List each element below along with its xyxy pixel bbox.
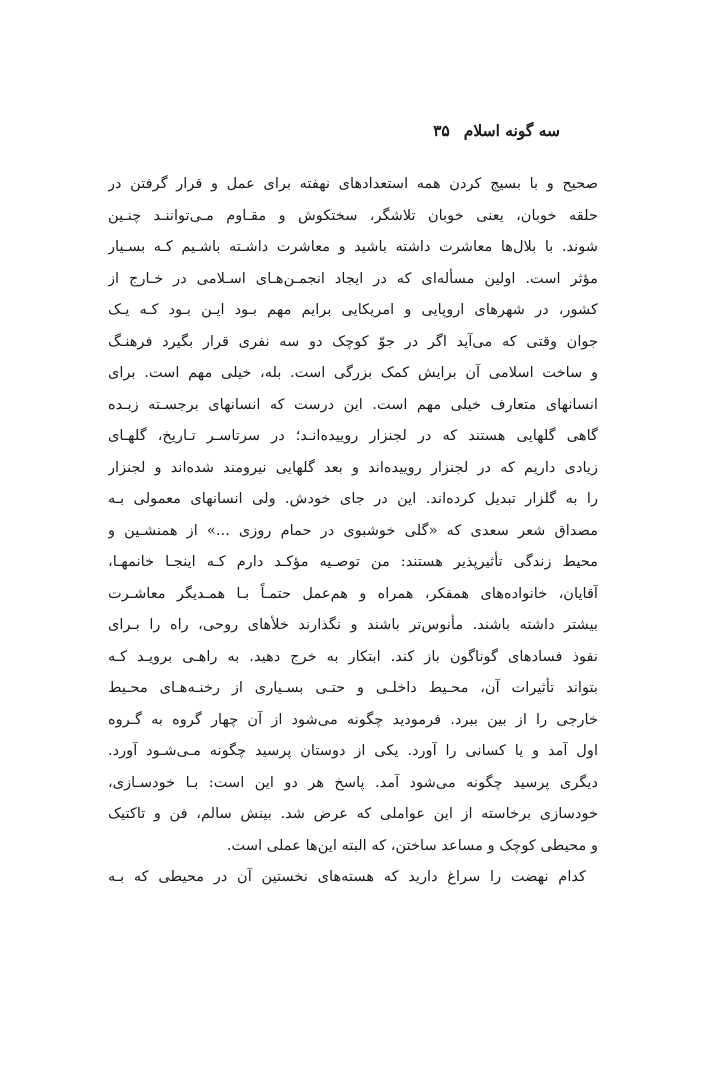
text-line: بتواند تأثیرات آن، محـیط داخلـی و حتـی بسـیاری از رخنـه‌هـای محـیط (108, 679, 598, 696)
text-line: محیط زندگی تأثیرپذیر هستند: من توصـیه مؤکـد دارم کـه اینجـا خانمهـا، (108, 553, 598, 570)
text-line: حلقه خوبان، یعنی خوبان تلاشگر، سختکوش و مقـاوم مـی‌تواننـد چنـین (108, 206, 598, 224)
body-text (108, 168, 598, 893)
text-line: جوان وقتی که می‌آید اگر در جوّ کوچک دو سه نفری قرار بگیرد فرهنـگ (108, 332, 598, 350)
text-line: صحیح و با بسیج کردن همه استعدادهای نهفته برای عمل و قرار گرفتن در (108, 175, 598, 192)
paragraph-end-line: و محیطی کوچک و مساعد ساختن، که البته این‌ها عملی است. (226, 836, 598, 854)
text-line: انسانهای متعارف خیلی مهم است. این درست که انسانهای برجسـته زبـده (108, 395, 598, 413)
text-line: آقایان، خانواده‌های همفکر، همراه و هم‌عمل حتمـاً بـا همـدیگر معاشـرت (108, 584, 598, 602)
text-line: بیشتر داشته باشند. مأنوس‌تر باشند و نگذارند خلأهای روحی، راه را بـرای (108, 616, 598, 633)
text-line: خارجی را از بین ببرد. فرمودید چگونه می‌شود از آن چهار گروه به گـروه (108, 710, 598, 728)
text-line: اول آمد و یا کسانی را آورد. یکی از دوستان پرسید چگونه مـی‌شـود آورد. (108, 742, 598, 759)
text-line: را به گلزار تبدیل کرده‌اند. این در جای خودش. ولی انسانهای معمولی بـه (108, 490, 598, 507)
running-header (433, 120, 560, 142)
text-line: دیگری پرسید چگونه می‌شود آمد. پاسخ هر دو این است: بـا خودسـازی، (108, 773, 598, 791)
running-header-title: سه گونه اسلام (463, 121, 560, 140)
text-line: مصداق شعر سعدی که «گلی خوشبوی در حمام روزی ...» از همنشـین و (108, 521, 598, 539)
paragraph-start-line: کدام نهضت را سراغ دارید که هسته‌های نخستین آن در محیطی که بـه (108, 868, 586, 885)
text-line: نفوذ فسادهای گوناگون باز کند. ابتکار به خرج دهید. به راهـی برویـد کـه (108, 647, 598, 665)
text-line: گاهی گلهایی هستند که در لجنزار روییده‌انـد؛ در سرتاسـر تـاریخ، گلهـای (108, 427, 598, 444)
text-line: مؤثر است. اولین مسأله‌ای که در ایجاد انجمـن‌هـای اسـلامی در خـارج از (108, 269, 598, 287)
text-line: و ساخت اسلامی آن برایش کمک بزرگی است. بله، خیلی مهم است. برای (108, 364, 598, 381)
text-line: شوند. با بلال‌ها معاشرت داشته باشید و معاشرت داشـته باشـیم کـه بسـیار (108, 238, 598, 255)
page-number: ۳۵ (433, 121, 450, 140)
text-line: خودسازی برخاسته از این عواملی که عرض شد. بینش سالم، فن و تاکتیک (108, 805, 598, 822)
text-line: زیادی داریم که در لجنزار روییده‌اند و بعد گلهایی نیرومند شده‌اند و لجنزار (108, 458, 598, 476)
text-line: کشور، در شهرهای اروپایی و امریکایی برایم مهم بـود ایـن بـود کـه یـک (108, 301, 598, 318)
